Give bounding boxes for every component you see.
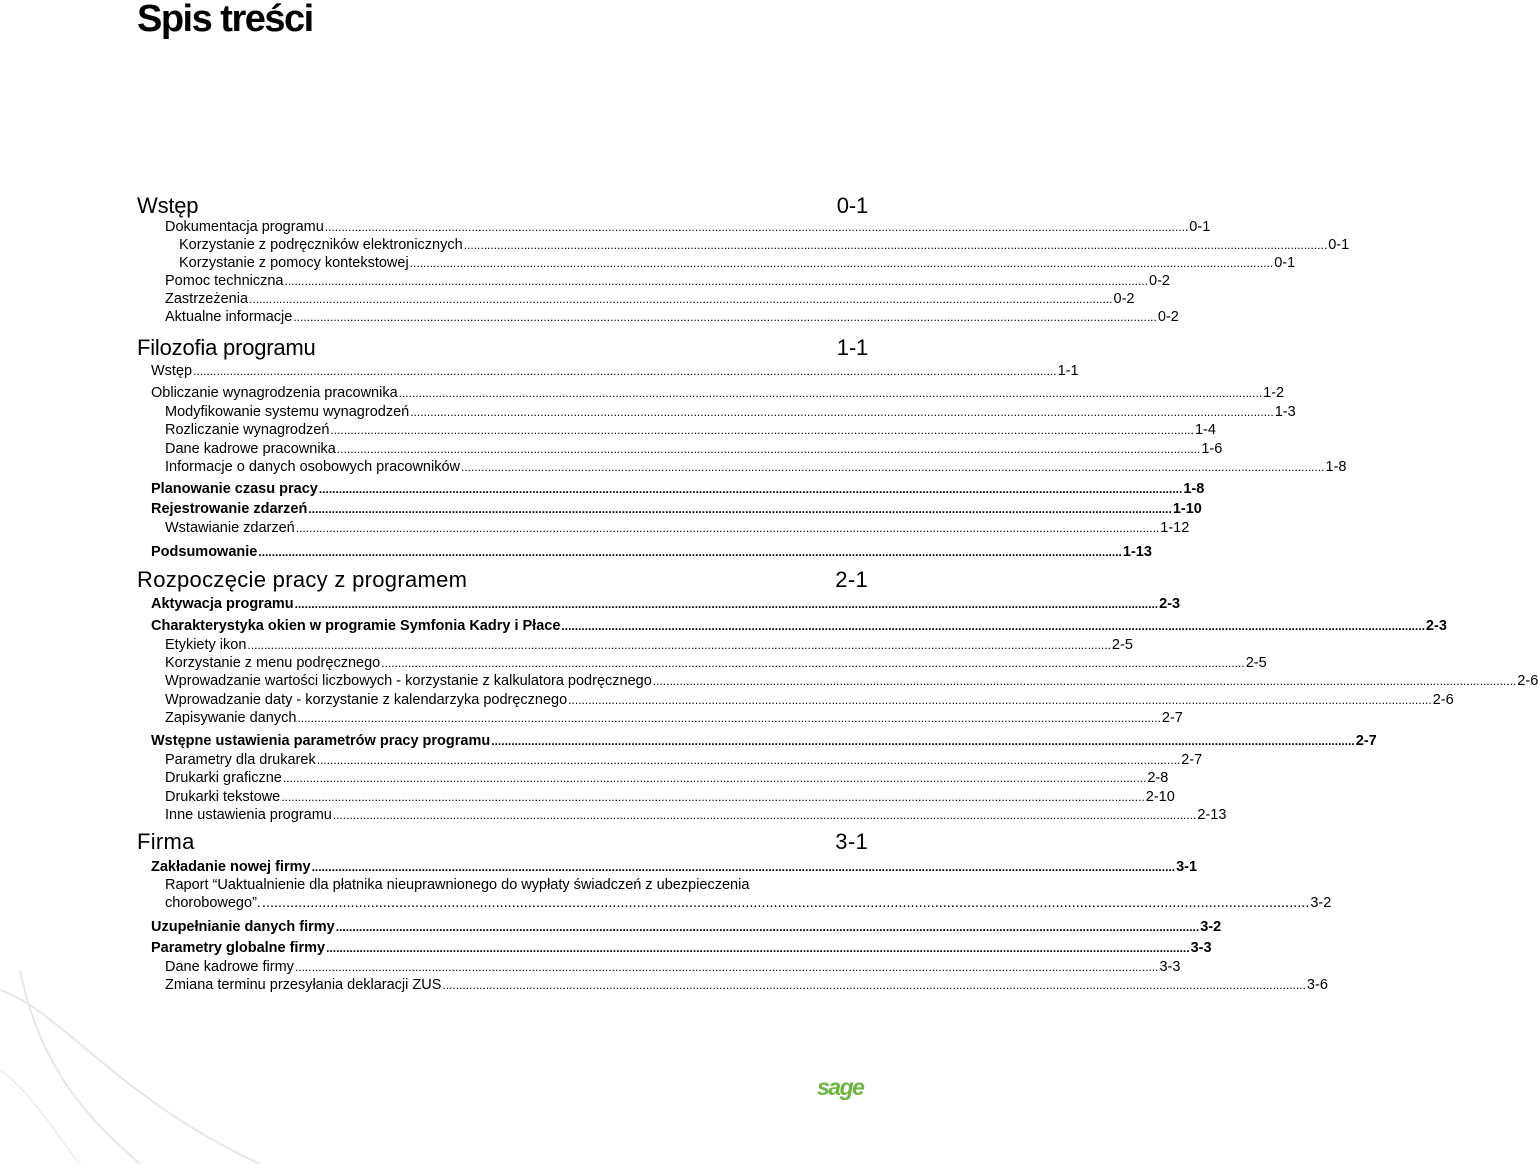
toc-entry[interactable] — [151, 858, 1198, 876]
toc-entry[interactable] — [165, 272, 1170, 290]
toc-entry-label: Zastrzeżenia — [165, 291, 249, 307]
toc-page-number: 1-4 — [1194, 422, 1216, 438]
toc-entry[interactable] — [165, 458, 1347, 476]
toc-dot-leader — [561, 617, 1425, 635]
toc-page-number: 2-8 — [1147, 770, 1169, 786]
toc-entry-label: Aktywacja programu — [151, 596, 294, 612]
toc-page-number: 3-2 — [1310, 895, 1332, 911]
toc-entry[interactable] — [165, 290, 1135, 308]
toc-dot-leader — [193, 362, 1057, 380]
toc-page-number: 3-1 — [1176, 859, 1198, 875]
toc-page-number: 2-6 — [1517, 673, 1538, 689]
toc-page-number: 1-2 — [1263, 385, 1285, 401]
toc-entry[interactable] — [165, 709, 1183, 727]
toc-page-number: 1-12 — [1160, 520, 1190, 536]
toc-entry-label: Rozliczanie wynagrodzeń — [165, 422, 330, 438]
toc-dot-leader — [295, 958, 1159, 976]
toc-dot-leader — [461, 458, 1325, 476]
toc-entry[interactable] — [165, 876, 1332, 912]
toc-entry-label: Drukarki tekstowe — [165, 789, 281, 805]
toc-dot-leader — [410, 254, 1274, 272]
toc-entry-label: Parametry globalne firmy — [151, 940, 326, 956]
toc-page-number: 1-8 — [1183, 481, 1205, 497]
toc-dot-leader — [283, 769, 1147, 787]
toc-page-number: 3-1 — [835, 829, 868, 854]
toc-entry-label: Modyfikowanie systemu wynagrodzeń — [165, 404, 410, 420]
toc-page-number: 3-6 — [1306, 977, 1328, 993]
toc-entry-label: Dokumentacja programu — [165, 219, 324, 235]
toc-page-number: 0-2 — [1113, 291, 1135, 307]
toc-dot-leader: .................................................................................................................................................................................................................................................................... — [261, 895, 1310, 911]
toc-entry-label: Parametry dla drukarek — [165, 752, 316, 768]
toc-dot-leader — [568, 691, 1432, 709]
toc-entry-label: Etykiety ikon — [165, 637, 247, 653]
toc-dot-leader — [442, 976, 1306, 994]
toc-dot-leader — [381, 654, 1245, 672]
toc-dot-leader — [312, 858, 1176, 876]
toc-chapter-title: Firma — [137, 829, 195, 854]
toc-entry[interactable] — [179, 236, 1350, 254]
toc-page-number: 1-13 — [1122, 544, 1152, 560]
toc-entry-label: Drukarki graficzne — [165, 770, 282, 786]
toc-page-number: 2-6 — [1432, 692, 1454, 708]
toc-entry[interactable] — [165, 440, 1223, 458]
toc-dot-leader — [326, 939, 1190, 957]
toc-page-number: 3-2 — [1200, 919, 1222, 935]
toc-page-number: 2-3 — [1159, 596, 1181, 612]
toc-page-number: 1-3 — [1274, 404, 1296, 420]
toc-entry-label: Charakterystyka okien w programie Symfonia Kadry i Płace — [151, 618, 561, 634]
toc-page-number: 2-13 — [1197, 807, 1227, 823]
toc-dot-leader — [317, 751, 1181, 769]
toc-dot-leader — [464, 236, 1328, 254]
toc-dot-leader — [337, 440, 1201, 458]
toc-entry-label: Uzupełnianie danych firmy — [151, 919, 335, 935]
toc-page-number: 0-1 — [1189, 219, 1211, 235]
toc-page-number: 3-3 — [1159, 959, 1181, 975]
toc-entry-label: Wstawianie zdarzeń — [165, 520, 295, 536]
toc-entry-label: Inne ustawienia programu — [165, 807, 332, 823]
toc-chapter-title: Filozofia programu — [137, 335, 316, 360]
toc-dot-leader — [249, 290, 1113, 308]
toc-entry-label: Wprowadzanie daty - korzystanie z kalendarzyka podręcznego — [165, 692, 568, 708]
toc-entry[interactable] — [165, 672, 1538, 690]
toc-dot-leader — [491, 732, 1355, 750]
toc-entry[interactable] — [151, 384, 1285, 402]
toc-entry-label: Wprowadzanie wartości liczbowych - korzystanie z kalkulatora podręcznego — [165, 673, 652, 689]
toc-dot-leader — [284, 272, 1148, 290]
toc-entry-label: Korzystanie z pomocy kontekstowej — [179, 255, 409, 271]
toc-entry-label: Wstęp — [151, 363, 193, 379]
toc-dot-leader — [281, 788, 1145, 806]
toc-entry[interactable] — [165, 958, 1181, 976]
toc-dot-leader — [296, 519, 1160, 537]
toc-entry-label: Obliczanie wynagrodzenia pracownika — [151, 385, 398, 401]
toc-page-number: 1-10 — [1172, 501, 1202, 517]
toc-page-number: 2-5 — [1111, 637, 1133, 653]
toc-entry[interactable] — [165, 769, 1169, 787]
toc-page-number: 0-1 — [1274, 255, 1296, 271]
toc-entry-label: Pomoc techniczna — [165, 273, 284, 289]
toc-page-number: 1-8 — [1325, 459, 1347, 475]
toc-page-number: 2-7 — [1161, 710, 1183, 726]
toc-page-number: 1-6 — [1201, 441, 1223, 457]
toc-entry-label: Aktualne informacje — [165, 309, 293, 325]
toc-page-number: 2-10 — [1145, 789, 1175, 805]
toc-page-number: 1-1 — [836, 335, 868, 360]
toc-entry-label-continued: chorobowego”. — [165, 895, 261, 911]
toc-chapter[interactable] — [137, 830, 868, 854]
toc-dot-leader — [653, 672, 1517, 690]
toc-page-number: 2-1 — [835, 567, 868, 592]
toc-page-number: 0-1 — [836, 193, 868, 218]
toc-entry[interactable] — [151, 480, 1205, 498]
toc-entry[interactable] — [165, 421, 1216, 439]
toc-dot-leader — [333, 806, 1197, 824]
toc-page-number: 3-3 — [1190, 940, 1212, 956]
toc-chapter[interactable] — [137, 336, 868, 360]
toc-dot-leader — [410, 403, 1274, 421]
toc-entry[interactable] — [151, 543, 1152, 561]
toc-chapter[interactable] — [137, 568, 868, 592]
toc-entry-label: Planowanie czasu pracy — [151, 481, 318, 497]
toc-page-number: 1-1 — [1057, 363, 1079, 379]
toc-page-number: 2-7 — [1355, 733, 1377, 749]
toc-entry-label: Rejestrowanie zdarzeń — [151, 501, 308, 517]
toc-entry-label: Podsumowanie — [151, 544, 258, 560]
toc-entry-label: Zakładanie nowej firmy — [151, 859, 311, 875]
toc-entry-label: Zapisywanie danych — [165, 710, 297, 726]
toc-dot-leader — [399, 384, 1263, 402]
toc-entry[interactable] — [165, 218, 1211, 236]
toc-chapter[interactable] — [137, 194, 868, 218]
toc-entry[interactable] — [151, 362, 1079, 380]
toc-dot-leader — [330, 421, 1194, 439]
toc-entry[interactable] — [165, 403, 1296, 421]
toc-dot-leader — [325, 218, 1189, 236]
toc-page-number: 2-5 — [1245, 655, 1267, 671]
toc-entry-label: Wstępne ustawienia parametrów pracy programu — [151, 733, 491, 749]
toc-entry[interactable] — [165, 976, 1328, 994]
toc-entry[interactable] — [165, 806, 1227, 824]
toc-entry[interactable] — [151, 918, 1222, 936]
toc-entry[interactable] — [151, 500, 1202, 518]
toc-entry[interactable] — [165, 636, 1133, 654]
toc-dot-leader — [247, 636, 1111, 654]
toc-page-number: 0-1 — [1328, 237, 1350, 253]
toc-entry-label: Zmiana terminu przesyłania deklaracji ZUS — [165, 977, 442, 993]
sage-logo-text: sage — [817, 1074, 864, 1100]
toc-dot-leader — [258, 543, 1122, 561]
toc-dot-leader — [336, 918, 1200, 936]
toc-entry-label: Informacje o danych osobowych pracowników — [165, 459, 460, 475]
toc-dot-leader — [319, 480, 1183, 498]
toc-entry-label: Dane kadrowe firmy — [165, 959, 294, 975]
toc-entry[interactable] — [151, 939, 1212, 957]
toc-entry-label: Korzystanie z podręczników elektronicznych — [179, 237, 463, 253]
toc-dot-leader — [297, 709, 1161, 727]
toc-entry[interactable] — [165, 308, 1179, 326]
sage-logo — [817, 1074, 869, 1104]
toc-entry[interactable] — [179, 254, 1296, 272]
toc-entry[interactable] — [165, 751, 1203, 769]
toc-dot-leader — [295, 595, 1159, 613]
toc-chapter-title: Wstęp — [137, 193, 199, 218]
toc-entry[interactable] — [151, 595, 1181, 613]
toc-entry[interactable] — [165, 519, 1190, 537]
toc-entry-label: Raport “Uaktualnienie dla płatnika nieuprawnionego do wypłaty świadczeń z ubezpieczenia — [165, 877, 750, 893]
toc-dot-leader — [293, 308, 1157, 326]
toc-page-number: 0-2 — [1149, 273, 1170, 289]
page-title: Spis treści — [137, 0, 313, 40]
toc-dot-leader — [308, 500, 1172, 518]
toc-entry[interactable] — [165, 691, 1454, 709]
toc-entry[interactable] — [165, 654, 1267, 672]
toc-page-number: 2-3 — [1425, 618, 1447, 634]
toc-entry[interactable] — [151, 732, 1377, 750]
toc-page-number: 2-7 — [1181, 752, 1203, 768]
toc-entry-label: Dane kadrowe pracownika — [165, 441, 336, 457]
toc-entry[interactable] — [151, 617, 1447, 635]
toc-page-number: 0-2 — [1157, 309, 1179, 325]
toc-entry[interactable] — [165, 788, 1175, 806]
toc-chapter-title: Rozpoczęcie pracy z programem — [137, 567, 468, 592]
toc-entry-label: Korzystanie z menu podręcznego — [165, 655, 381, 671]
